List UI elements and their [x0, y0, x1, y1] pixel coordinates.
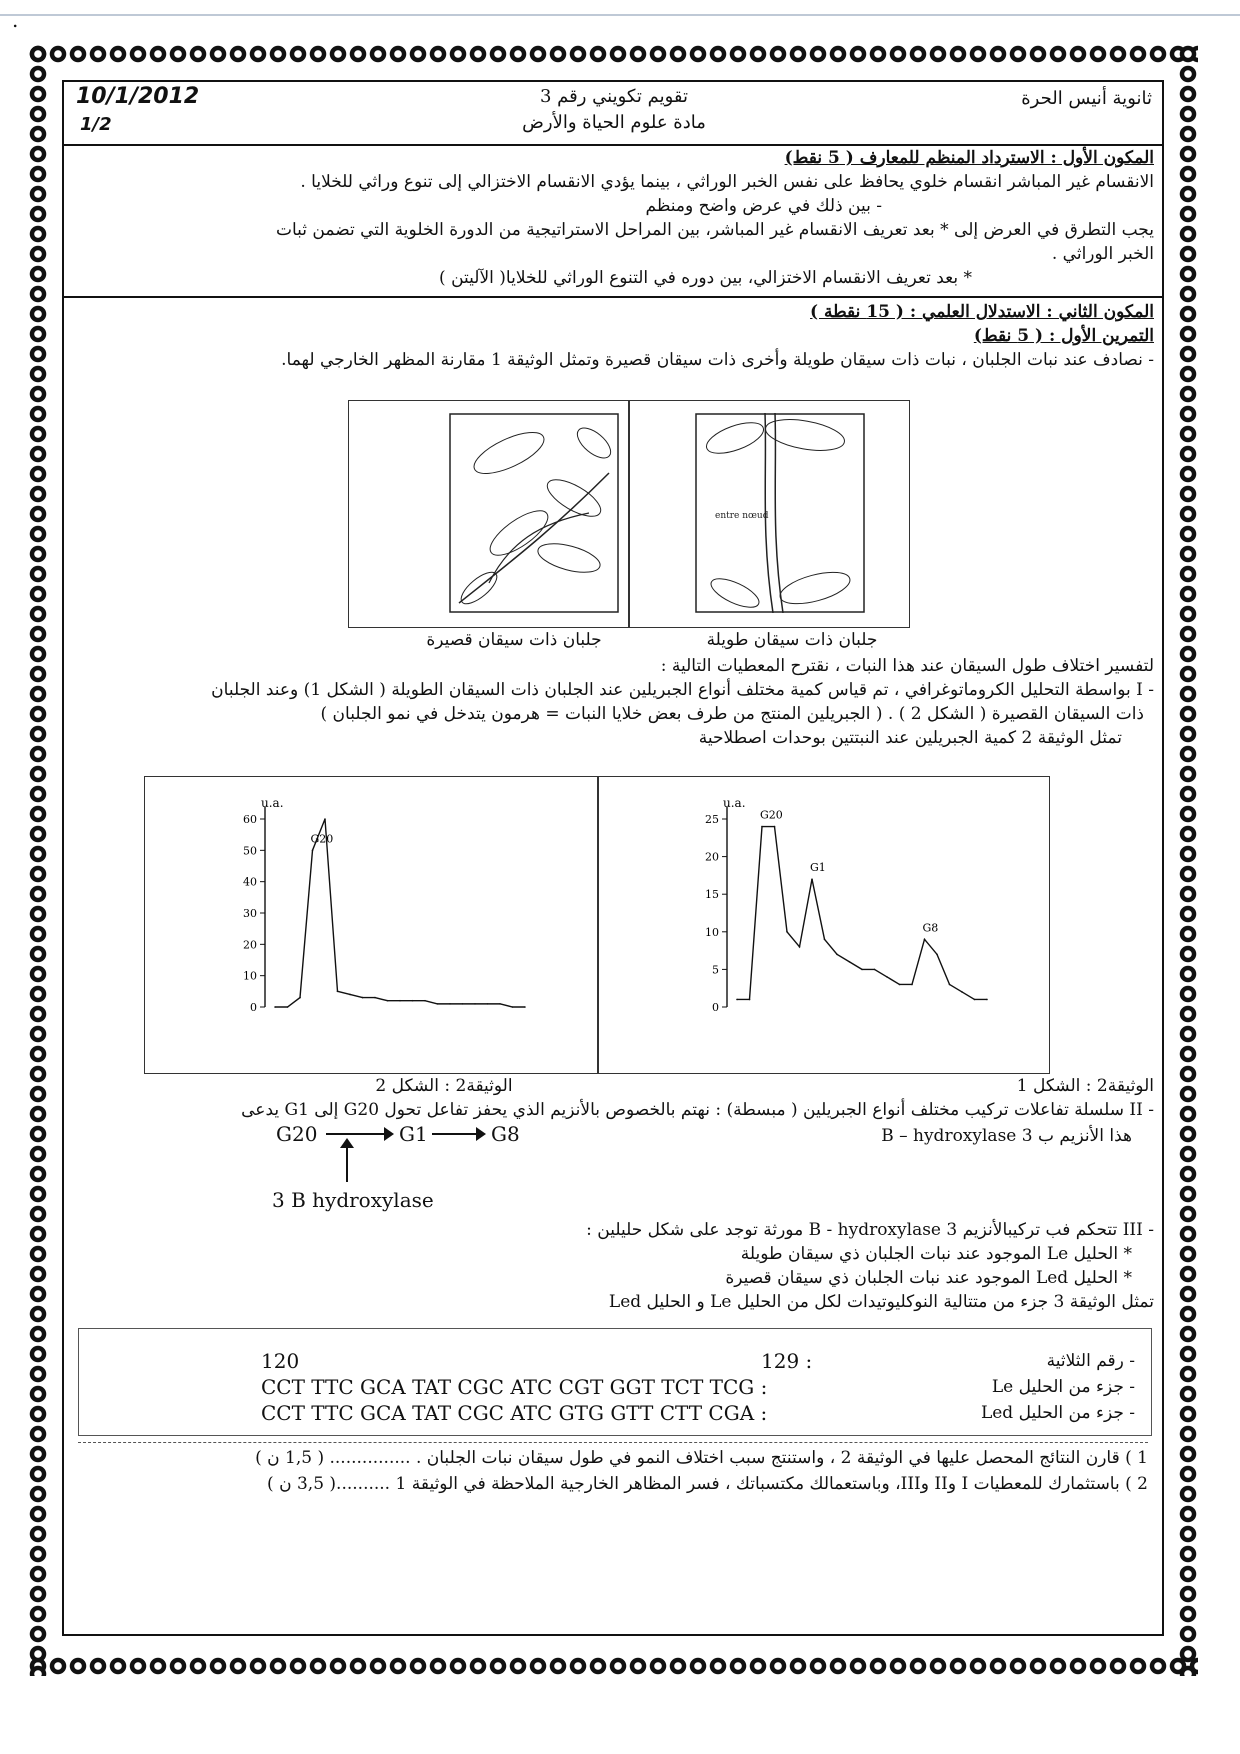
border-right: [1178, 44, 1198, 1676]
explain-line: لتفسير اختلاف طول السيقان عند هذا النبات ، نقترح المعطيات التالية :: [660, 656, 1154, 676]
y-axis-unit-label: u.a.: [261, 797, 284, 810]
chart-figure2: [215, 797, 545, 1027]
y-tick-label: 30: [243, 907, 257, 920]
data-point: [824, 939, 826, 941]
label-allele-led: - جزء من الحليل Led: [980, 1403, 1135, 1423]
caption-figure1: الوثيقة2 : الشكل 1: [1016, 1076, 1154, 1096]
pathway-g20: G20: [276, 1122, 318, 1146]
data-point: [924, 939, 926, 941]
page-number: 1/2: [80, 114, 112, 135]
peak-label-g20: G20: [310, 832, 334, 846]
y-tick-label: 5: [712, 963, 719, 977]
pathway-g1: G1: [399, 1122, 428, 1146]
section-I-line1: - I بواسطة التحليل الكروماتوغرافي ، تم قياس كمية مختلف أنواع الجبريلين عند الجلبان ذات السيقان الطويلة ( الشكل 1) وعند الجلبان: [211, 680, 1154, 700]
y-tick-label: 40: [243, 875, 257, 889]
y-axis-unit-label: u.a.: [723, 797, 746, 810]
data-point: [437, 1003, 439, 1005]
data-point: [974, 999, 976, 1001]
caption-short-stem: جلبان ذات سيقان قصيرة: [426, 630, 602, 650]
data-point: [861, 969, 863, 971]
data-point: [874, 969, 876, 971]
page-frame: [28, 44, 1198, 1676]
exercise-intro: - نصادف عند نبات الجلبان ، نبات ذات سيقان طويلة وأخرى ذات سيقان قصيرة وتمثل الوثيقة 1 مقارنة المظهر الخارجي لهما.: [281, 350, 1154, 370]
data-point: [512, 1006, 514, 1008]
section-III-line2: * الحليل Le الموجود عند نبات الجلبان ذي سيقان طويلة: [740, 1244, 1132, 1264]
data-point: [499, 1003, 501, 1005]
enzyme-label: 3 B hydroxylase: [272, 1188, 434, 1212]
y-tick-label: 10: [243, 969, 257, 983]
codon-end-number: 129 :: [761, 1349, 813, 1373]
y-tick-label: 50: [243, 844, 257, 858]
peak-label-g20: G20: [760, 808, 783, 822]
document2-figure: [144, 776, 1050, 1074]
question-2: 2 ) باستثمارك للمعطيات I وII وIII، وباستعمالك مكتسباتك ، فسر المظاهر الخارجية الملاحظة في الوثيقة 1 ..........( 3,5 ن ): [267, 1474, 1148, 1494]
peak-label-g8: G8: [922, 921, 939, 935]
enzyme-arrow: [346, 1144, 348, 1182]
border-left: [28, 44, 48, 1676]
data-point: [424, 1000, 426, 1002]
part1-line1: الانقسام غير المباشر انقسام خلوي يحافظ على نفس الخبر الوراثي ، بينما يؤدي الانقسام الاختزالي إلى تنوع وراثي للخلايا .: [300, 172, 1154, 192]
long-stem-plant-drawing: [695, 413, 865, 613]
data-point: [462, 1003, 464, 1005]
data-point: [811, 878, 813, 880]
sequence-led: CCT TTC GCA TAT CGC ATC GTG GTT CTT CGA :: [261, 1401, 768, 1425]
section-I-line2: ذات السيقان القصيرة ( الشكل 2 ) . ( الجبريلين المنتج من طرف بعض خلايا النبات = هرمون يتدخل في نمو الجلبان ): [320, 704, 1144, 724]
data-point: [986, 999, 988, 1001]
data-point: [312, 850, 314, 852]
section-II-line2: هذا الأنزيم ب 3 B – hydroxylase: [881, 1126, 1132, 1146]
data-point: [886, 976, 888, 978]
data-point: [799, 946, 801, 948]
y-tick-label: 0: [250, 1001, 257, 1014]
y-tick-label: 20: [705, 850, 719, 864]
document3-sequence-box: [78, 1328, 1152, 1436]
chromatogram-series: [737, 827, 987, 1000]
label-allele-le: - جزء من الحليل Le: [991, 1377, 1135, 1397]
top-rule: [0, 14, 1240, 16]
data-point: [412, 1000, 414, 1002]
data-point: [936, 954, 938, 956]
part1-divider: [64, 296, 1162, 298]
exercise-title: التمرين الأول : ( 5 نقط): [973, 326, 1154, 346]
pathway-arrowhead-2: [476, 1127, 486, 1141]
chromatogram-series: [275, 819, 525, 1007]
school-name: ثانوية أنيس الحرة: [1021, 88, 1152, 109]
pathway-arrow-1: [326, 1133, 390, 1135]
data-point: [362, 997, 364, 999]
data-point: [524, 1006, 526, 1008]
border-bottom: [28, 1656, 1198, 1676]
data-point: [949, 984, 951, 986]
section-I-line3: تمثل الوثيقة 2 كمية الجبريلين عند النبتتين بوحدات اصطلاحية: [698, 728, 1122, 748]
data-point: [324, 818, 326, 820]
caption-long-stem: جلبان ذات سيقان طويلة: [706, 630, 878, 650]
part1-line3: يجب التطرق في العرض إلى * بعد تعريف الانقسام غير المباشر، بين المراحل الاستراتيجية من الدورة الخلوية التي تضمن ثبات: [275, 220, 1154, 240]
pathway-arrow-2: [432, 1133, 482, 1135]
pathway-arrowhead-1: [384, 1127, 394, 1141]
data-point: [761, 826, 763, 828]
exam-title: تقويم تكويني رقم 3: [540, 86, 688, 107]
part2-title: المكون الثاني : الاستدلال العلمي : ( 15 نقطة ): [810, 302, 1154, 322]
y-tick-label: 15: [705, 888, 719, 902]
data-point: [337, 991, 339, 993]
section-III-line4: تمثل الوثيقة 3 جزء من متتالية النوكليوتيدات لكل من الحليل Le و الحليل Led: [608, 1292, 1154, 1312]
section-III-line3: * الحليل Led الموجود عند نبات الجلبان ذي سيقان قصيرة: [725, 1268, 1132, 1288]
y-tick-label: 20: [243, 938, 257, 952]
pathway-g8: G8: [491, 1122, 520, 1146]
y-tick-label: 60: [243, 813, 257, 826]
data-point: [749, 999, 751, 1001]
border-top: [28, 44, 1198, 64]
data-point: [299, 997, 301, 999]
data-point: [849, 961, 851, 963]
y-tick-label: 0: [712, 1001, 719, 1014]
part1-line4: الخبر الوراثي .: [1051, 244, 1154, 264]
questions-divider: [78, 1442, 1148, 1443]
part1-line5: * بعد تعريف الانقسام الاختزالي، بين دوره في التنوع الوراثي للخلايا( الآليتن ): [439, 268, 972, 288]
label-codon-number: - رقم الثلاثية: [1046, 1351, 1135, 1371]
data-point: [774, 826, 776, 828]
y-tick-label: 10: [705, 925, 719, 939]
data-point: [786, 931, 788, 933]
data-point: [449, 1003, 451, 1005]
short-stem-plant-drawing: [449, 413, 619, 613]
figure-divider: [628, 401, 630, 627]
caption-figure2: الوثيقة2 : الشكل 2: [375, 1076, 513, 1096]
sequence-le: CCT TTC GCA TAT CGC ATC CGT GGT TCT TCG :: [261, 1375, 768, 1399]
corner-dot: .: [12, 8, 19, 32]
data-point: [349, 994, 351, 996]
data-point: [899, 984, 901, 986]
date-handwritten: 10/1/2012: [76, 84, 200, 109]
data-point: [911, 984, 913, 986]
codon-start-number: 120: [261, 1349, 300, 1373]
data-point: [387, 1000, 389, 1002]
data-point: [736, 999, 738, 1001]
data-point: [374, 997, 376, 999]
question-1: 1 ) قارن النتائج المحصل عليها في الوثيقة 2 ، واستنتج سبب اختلاف النمو في طول سيقان نبات الجلبان . ............... ( 1,5 ن ): [255, 1448, 1148, 1468]
data-point: [836, 954, 838, 956]
data-point: [287, 1006, 289, 1008]
subject-title: مادة علوم الحياة والأرض: [522, 112, 706, 133]
y-tick-label: 25: [705, 813, 719, 826]
data-point: [274, 1006, 276, 1008]
data-point: [961, 991, 963, 993]
enzyme-arrowhead: [340, 1138, 354, 1148]
part1-line2: - بين ذلك في عرض واضح ومنظم: [645, 196, 882, 216]
part1-title: المكون الأول : الاسترداد المنظم للمعارف ( 5 نقط): [784, 148, 1154, 168]
peak-label-g1: G1: [810, 861, 826, 875]
data-point: [487, 1003, 489, 1005]
data-point: [399, 1000, 401, 1002]
content-box: [62, 80, 1164, 1636]
entre-noeud-label: entre nœud: [715, 511, 769, 521]
section-III-line1: - III تتحكم فب تركيبالأنزيم 3 B - hydroxylase مورثة توجد على شكل حليلين :: [586, 1220, 1154, 1240]
document2-divider: [597, 777, 599, 1073]
section-II-line1: - II سلسلة تفاعلات تركيب مختلف أنواع الجبريلين ( مبسطة) : نهتم بالخصوص بالأنزيم الذي يحفز تفاعل تحول G20 إلى G1 يدعى: [241, 1100, 1154, 1120]
header-divider: [64, 144, 1162, 146]
data-point: [474, 1003, 476, 1005]
document1-figure: [348, 400, 910, 628]
chart-figure1: [677, 797, 1007, 1027]
